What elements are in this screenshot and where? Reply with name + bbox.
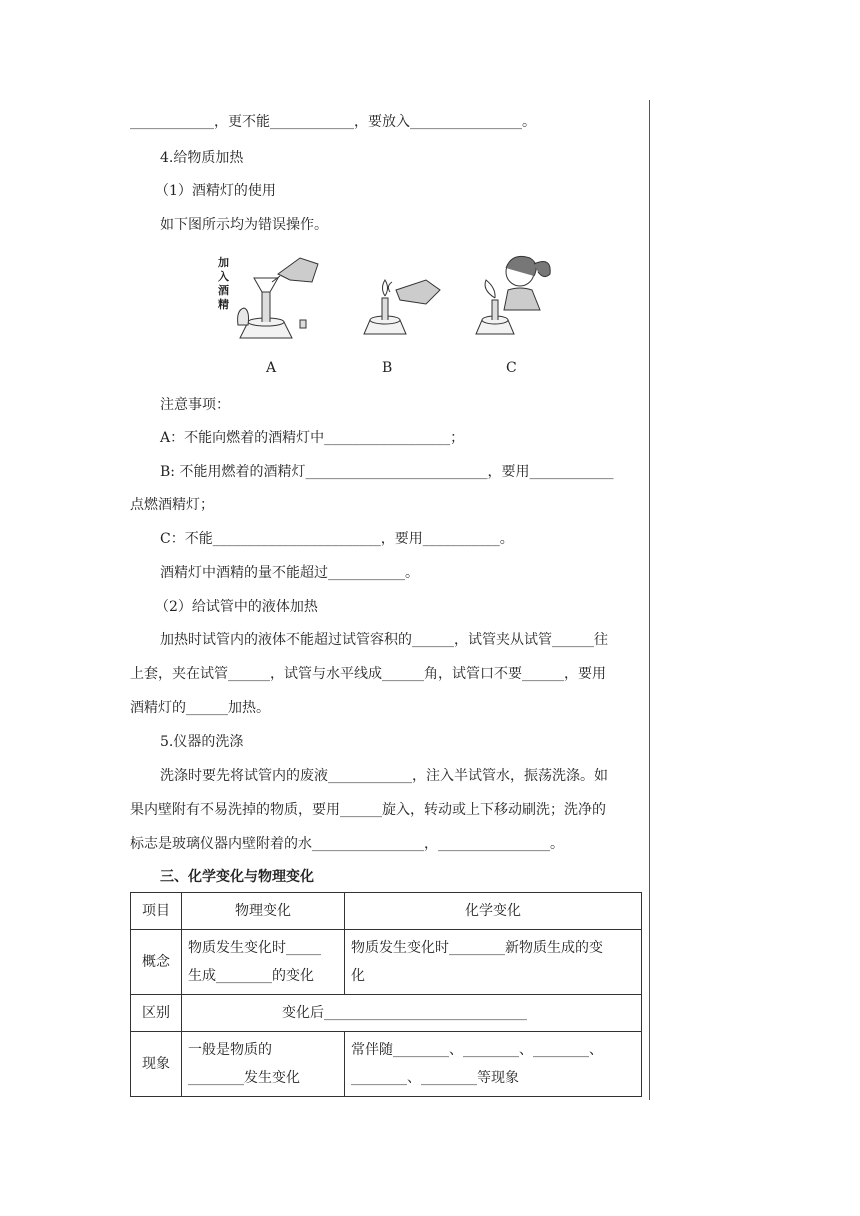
note-b: B: 不能用燃着的酒精灯__________________________，要用____________ [160, 464, 614, 480]
side-label-char: 精 [218, 298, 229, 311]
figure-b [364, 280, 440, 334]
cell-line: ________、________等现象 [351, 1070, 519, 1086]
notice-label: 注意事项： [160, 397, 230, 413]
table-header-cell: 物理变化 [182, 893, 345, 930]
cell-line: 生成________的变化 [188, 968, 314, 984]
note-c: C：不能________________________，要用___________。 [160, 531, 514, 547]
washing-para: 标志是玻璃仪器内壁附着的水________________，________________。 [130, 836, 564, 852]
figure-c [476, 256, 550, 334]
change-comparison-table [130, 892, 642, 1097]
alcohol-amount: 酒精灯中酒精的量不能超过___________。 [160, 565, 419, 581]
text-line: ____________，更不能____________，要放入________________。 [130, 114, 536, 130]
cell-line: 一般是物质的 [188, 1042, 272, 1058]
cell-line: 物质发生变化时________新物质生成的变 [351, 940, 603, 956]
heating-para: 酒精灯的______加热。 [130, 700, 270, 716]
table-row [131, 995, 642, 1032]
table-cell-item: 概念 [131, 930, 182, 995]
heading-5: 5.仪器的洗涤 [160, 734, 244, 750]
table-cell-chemical [345, 930, 642, 995]
table-cell-physical [182, 930, 345, 995]
heating-para: 上套，夹在试管______，试管与水平线成______角，试管口不要______，要用 [130, 666, 606, 682]
table-header-row [131, 893, 642, 930]
table-cell-physical [182, 1032, 345, 1097]
heading-4-1: （1）酒精灯的使用 [155, 183, 276, 199]
table-header-cell: 化学变化 [345, 893, 642, 930]
heading-4: 4.给物质加热 [160, 150, 244, 166]
side-label [217, 255, 229, 311]
figure-label-c: C [506, 360, 517, 376]
side-label-char: 入 [218, 270, 229, 283]
table-header-cell: 项目 [131, 893, 182, 930]
side-label-char: 酒 [218, 284, 229, 297]
figure-a [238, 258, 318, 338]
cell-line: 物质发生变化时_____ [188, 940, 321, 956]
cell-line: 常伴随________、________、________、 [351, 1042, 603, 1058]
table-cell-chemical [345, 1032, 642, 1097]
note-a: A：不能向燃着的酒精灯中__________________； [160, 430, 465, 446]
note-b-cont: 点燃酒精灯； [130, 497, 214, 513]
intro-text: 如下图所示均为错误操作。 [160, 217, 328, 233]
side-label-char: 加 [218, 256, 229, 269]
figure-label-a: A [266, 360, 277, 376]
table-cell-merged: 变化后_____________________________ [182, 995, 642, 1032]
table-row [131, 1032, 642, 1097]
section-3-title: 三、化学变化与物理变化 [160, 869, 314, 885]
washing-para: 果内壁附有不易洗掉的物质，要用______旋入，转动或上下移动刷洗；洗净的 [130, 802, 606, 818]
heading-4-2: （2）给试管中的液体加热 [155, 599, 318, 615]
table-row [131, 930, 642, 995]
table-cell-item: 现象 [131, 1032, 182, 1097]
table-cell-item: 区别 [131, 995, 182, 1032]
washing-para: 洗涤时要先将试管内的废液____________，注入半试管水，振荡洗涤。如 [160, 768, 608, 784]
heating-para: 加热时试管内的液体不能超过试管容积的______，试管夹从试管______往 [160, 632, 608, 648]
figure-label-b: B [382, 360, 393, 376]
cell-line: 化 [351, 968, 365, 984]
alcohol-lamp-figures [200, 250, 580, 360]
cell-line: ________发生变化 [188, 1070, 300, 1086]
page-margin-line [649, 100, 650, 1100]
